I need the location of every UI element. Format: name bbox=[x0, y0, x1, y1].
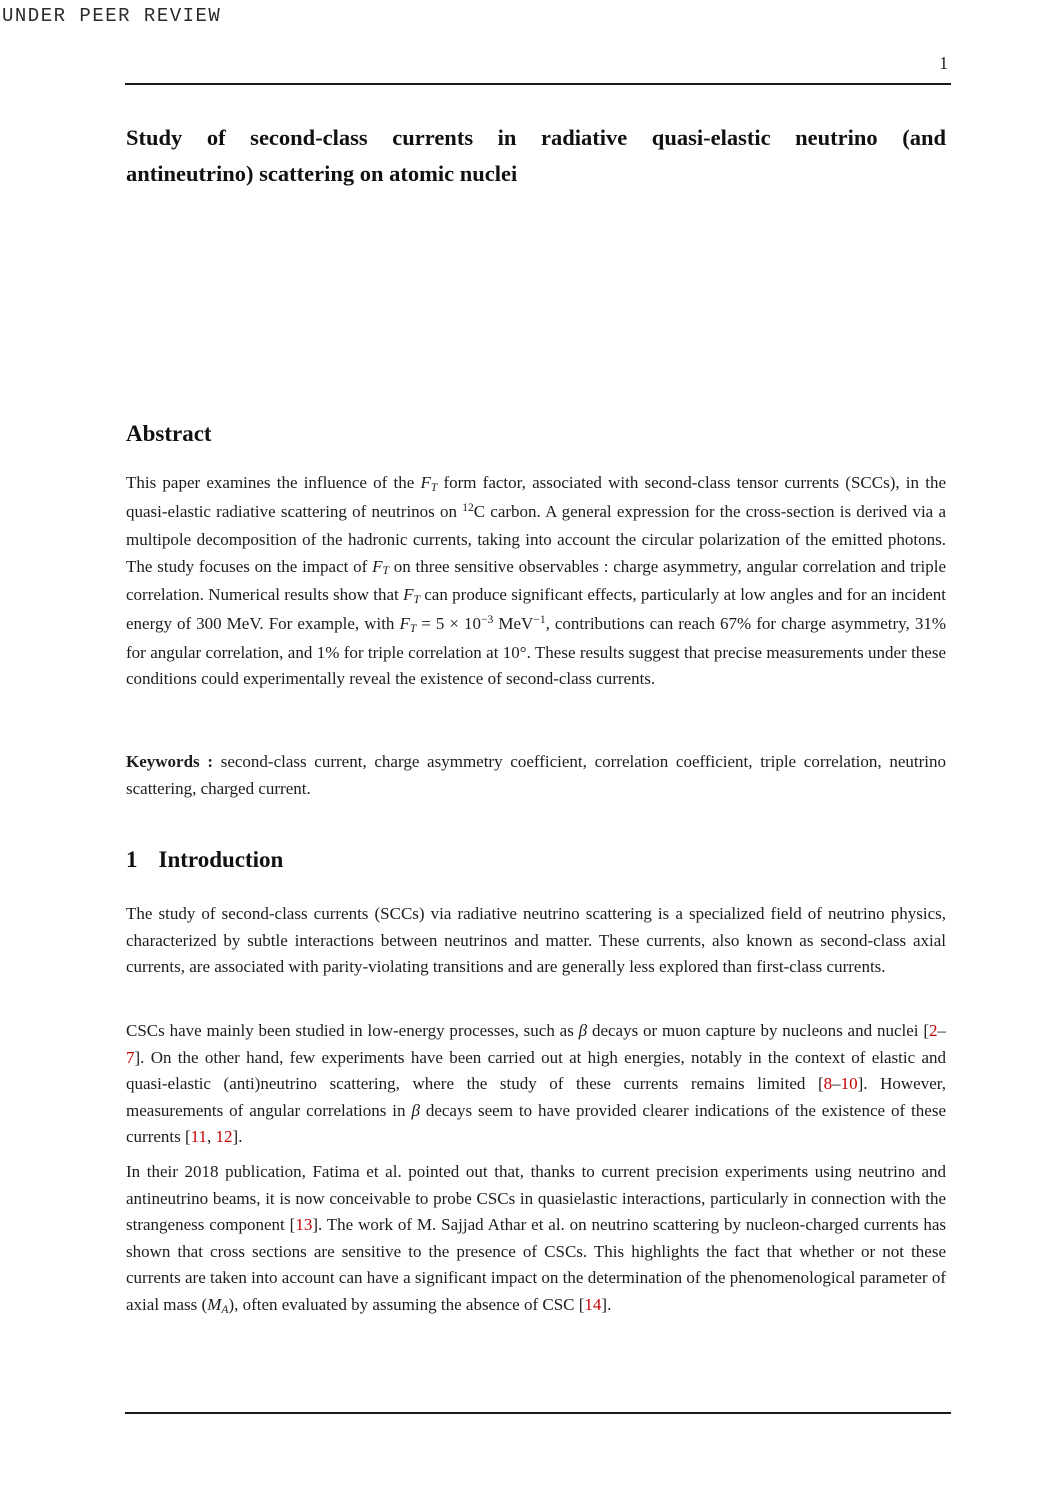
abstract-paragraph bbox=[126, 470, 946, 693]
citation-link[interactable]: 12 bbox=[215, 1127, 233, 1147]
citation-link[interactable]: 8 bbox=[823, 1074, 833, 1094]
intro-paragraph-3 bbox=[126, 1159, 946, 1321]
text-run: on three sensitive observables : charge asymmetry, angular correlation and triple correlation. Numerical results show that bbox=[126, 556, 946, 605]
text-run: – bbox=[832, 1074, 841, 1094]
text-run: form factor, associated with second-class tensor currents (SCCs), in the quasi-elastic radiative scattering of neutrinos on bbox=[126, 473, 946, 521]
text-run: MeV bbox=[493, 613, 534, 633]
text-run: ]. However, measurements of angular correlations in bbox=[126, 1074, 946, 1120]
text-run: Keywords : bbox=[126, 752, 221, 771]
intro-paragraph-1 bbox=[126, 901, 946, 981]
text-run: A bbox=[221, 1302, 229, 1316]
text-run: = 5 × 10 bbox=[416, 613, 482, 633]
header-rule bbox=[125, 83, 951, 85]
text-run: , bbox=[207, 1127, 216, 1147]
text-run: F bbox=[372, 556, 383, 576]
text-run: ]. On the other hand, few experiments have been carried out at high energies, notably in the context of elastic and quasi-elastic (anti)neutrino scattering, where the study of these currents remains limited [ bbox=[126, 1047, 946, 1094]
citation-link[interactable]: 13 bbox=[295, 1215, 313, 1235]
text-run: 12 bbox=[462, 500, 474, 514]
section-title: Introduction bbox=[158, 847, 284, 872]
text-run: −3 bbox=[481, 613, 494, 627]
text-run: In their 2018 publication, Fatima et al. pointed out that, thanks to current precision experiments using neutrino and antineutrino beams, it is now conceivable to probe CSCs in quasielastic interactions, particularly in connection with the strangeness component [ bbox=[126, 1162, 946, 1235]
text-run: β bbox=[578, 1021, 588, 1040]
section-heading-introduction bbox=[126, 845, 283, 875]
citation-link[interactable]: 11 bbox=[190, 1127, 208, 1147]
paper-title-line-2: antineutrino) scattering on atomic nuclei bbox=[126, 161, 518, 186]
text-run: M bbox=[207, 1294, 222, 1314]
text-run: , contributions can reach 67% for charge asymmetry, 31% for angular correlation, and 1% for triple correlation at 10°. These results suggest that precise measurements under these conditions could experimentally reveal the existence of second-class currents. bbox=[126, 613, 946, 689]
text-run: −1 bbox=[533, 613, 546, 627]
text-run: F bbox=[403, 585, 414, 605]
text-run: C carbon. A general expression for the cross-section is derived via a multipole decomposition of the hadronic currents, taking into account the circular polarization of the emitted photons. The study focuses on the impact of bbox=[126, 501, 946, 576]
citation-link[interactable]: 10 bbox=[840, 1074, 858, 1094]
abstract-heading: Abstract bbox=[126, 421, 212, 446]
citation-link[interactable]: 14 bbox=[584, 1294, 602, 1314]
text-run: decays or muon capture by nucleons and nuclei [ bbox=[587, 1021, 929, 1040]
paper-title-line-1: Study of second-class currents in radiative quasi-elastic neutrino (and bbox=[126, 125, 946, 150]
text-run: T bbox=[409, 621, 417, 635]
paper-title bbox=[126, 120, 946, 192]
text-run: T bbox=[430, 480, 438, 494]
text-run: F bbox=[399, 613, 410, 633]
text-run: T bbox=[382, 564, 389, 578]
text-run: This paper examines the influence of the bbox=[126, 473, 421, 492]
text-run: CSCs have mainly been studied in low-energy processes, such as bbox=[126, 1021, 579, 1040]
text-run: ), often evaluated by assuming the absence of CSC [ bbox=[228, 1294, 585, 1314]
intro-paragraph-2 bbox=[126, 1018, 946, 1151]
text-run: The study of second-class currents (SCCs) via radiative neutrino scattering is a specialized field of neutrino physics, characterized by subtle interactions between neutrinos and matter. These currents, also known as second-class axial currents, are associated with parity-violating transitions and are generally less explored than first-class currents. bbox=[126, 904, 946, 977]
text-run: can produce significant effects, particularly at low angles and for an incident energy of 300 MeV. For example, with bbox=[126, 585, 946, 633]
text-run: – bbox=[937, 1021, 946, 1040]
text-run: decays seem to have provided clearer indications of the existence of these currents [ bbox=[126, 1100, 946, 1147]
citation-link[interactable]: 7 bbox=[126, 1047, 135, 1067]
text-run: ]. bbox=[601, 1294, 612, 1314]
text-run: second-class current, charge asymmetry coefficient, correlation coefficient, triple correlation, neutrino scattering, charged current. bbox=[126, 752, 946, 798]
text-run: F bbox=[420, 473, 431, 492]
peer-review-watermark: UNDER PEER REVIEW bbox=[2, 5, 222, 27]
section-number: 1 bbox=[126, 847, 138, 872]
keywords-paragraph bbox=[126, 749, 946, 802]
page-number: 1 bbox=[939, 53, 948, 73]
text-run: ]. bbox=[232, 1127, 243, 1147]
text-run: T bbox=[413, 592, 420, 606]
text-run: β bbox=[411, 1100, 420, 1120]
text-run: ]. The work of M. Sajjad Athar et al. on neutrino scattering by nucleon-charged currents has shown that cross sections are sensitive to the presence of CSCs. This highlights the fact that whether or not these currents are taken into account can have a significant impact on the determination of the phenomenological parameter of axial mass ( bbox=[126, 1215, 946, 1314]
footer-rule bbox=[125, 1412, 951, 1414]
citation-link[interactable]: 2 bbox=[928, 1021, 938, 1040]
